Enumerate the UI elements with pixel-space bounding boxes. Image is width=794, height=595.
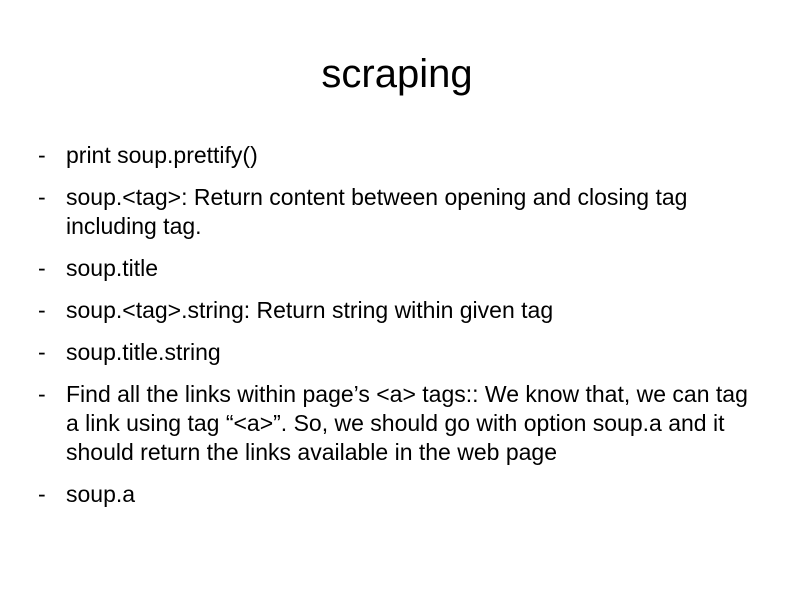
bullet-item	[38, 183, 758, 241]
bullet-marker: -	[38, 255, 46, 281]
bullet-item	[38, 296, 758, 325]
bullet-marker: -	[38, 481, 46, 507]
bullet-text: soup.<tag>.string: Return string within given tag	[66, 297, 554, 323]
bullet-item	[38, 254, 758, 283]
bullet-text: soup.title.string	[66, 339, 221, 365]
bullet-marker: -	[38, 381, 46, 407]
bullet-text: print soup.prettify()	[66, 142, 258, 168]
bullet-marker: -	[38, 297, 46, 323]
bullet-marker: -	[38, 184, 46, 210]
slide-title	[0, 50, 794, 98]
bullet-text: soup.<tag>: Return content between opening and closing tag including tag.	[66, 184, 688, 239]
bullet-text: soup.a	[66, 481, 136, 507]
bullet-text: soup.title	[66, 255, 159, 281]
bullet-list	[38, 141, 758, 522]
bullet-item	[38, 480, 758, 509]
bullet-text: Find all the links within page’s <a> tags:: We know that, we can tag a link using tag “<a>”. So, we should go with option soup.a and it should return the links available in the web page	[66, 381, 748, 465]
slide-title-text: scraping	[321, 52, 473, 96]
bullet-item	[38, 141, 758, 170]
bullet-item	[38, 338, 758, 367]
bullet-item	[38, 380, 758, 467]
bullet-marker: -	[38, 339, 46, 365]
bullet-marker: -	[38, 142, 46, 168]
